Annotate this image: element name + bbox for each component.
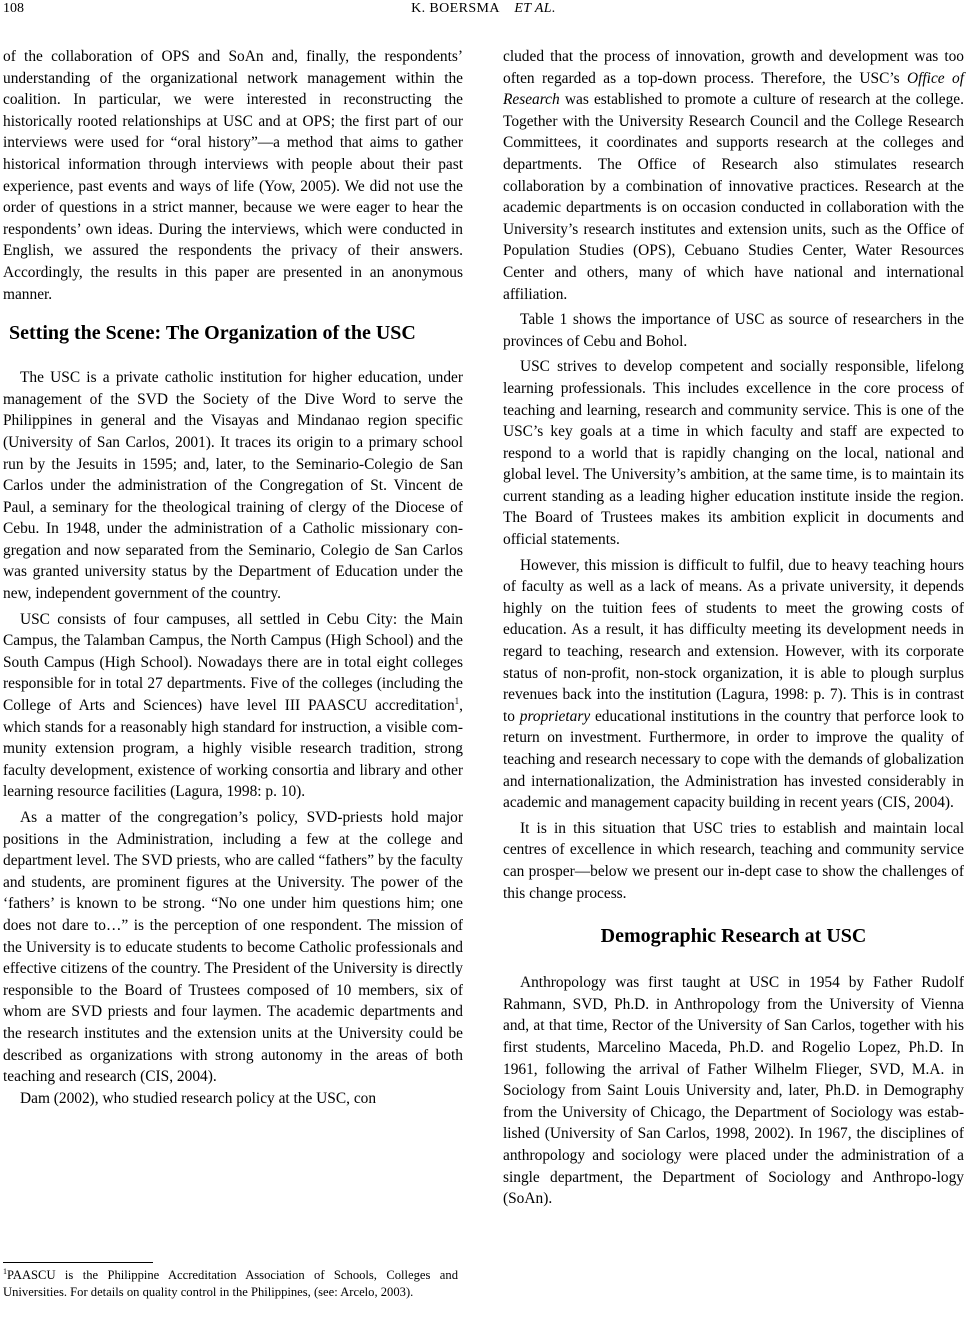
- left-column: [3, 46, 463, 1109]
- paragraph-congregation-policy: As a matter of the congregation’s policy, SVD-priests hold major positions in the Administration, including a few at the college and department level. The SVD priests, who are called “fathers” by the faculty and students, are prominent figures at the University. The power of the ‘fathers’ is known to be strong. “No one under him questions him; one does not dare to…” is the perception of one respondent. The mission of the University is to educate students to become Catholic professionals and effective citizens of the country. The President of the University is directly responsible to the Board of Trustees composed of 10 members, six of whom are SVD priests and four laymen. The academic departments and the research institutes and the extension units at the University could be described as organizations with strong autonomy in the areas of both teaching and research (CIS, 2004).: [3, 809, 463, 1086]
- running-head-authors: [0, 1, 967, 17]
- running-header: [0, 0, 967, 24]
- footnote-ref: 1: [454, 695, 460, 706]
- footnote-text: PAASCU is the Philippine Accreditation Association of Schools, Colleges and Universities. For details on quality control in the Philippines, (see: Arcelo, 2003).: [3, 1268, 458, 1299]
- text-run: cluded that the process of innovation, growth and development was too often regarded as a top-down process. Therefore, the USC’s: [503, 48, 964, 87]
- text-run: , which stands for a reasonably high standard for instruction, a visible community extension program, a highly visible research tradition, strong faculty development, existence of working consortia and library and other learning resource facilities (Lagura, 1998: p. 10).: [3, 697, 463, 801]
- right-column: [503, 46, 964, 1210]
- page-number: 108: [3, 1, 24, 16]
- footnote-divider: [3, 1262, 153, 1263]
- paragraph-table-1-reference: Table 1 shows the importance of USC as source of researchers in the provinces of Cebu and Bohol.: [503, 311, 964, 350]
- italic-term: Office of Research: [503, 69, 964, 109]
- paragraph-usc-campuses: [3, 609, 463, 803]
- paragraph-centres-of-excellence: It is in this situation that USC tries to establish and maintain local centres of excellence in which research, teaching and community service can prosper—below we present our in-dept case to show the challenges of this change process.: [503, 819, 964, 902]
- et-al: ET AL.: [514, 1, 556, 16]
- footnote-marker: 1: [3, 1266, 7, 1276]
- continued-paragraph: of the collaboration of OPS and SoAn and, finally, the respondents’ understanding of the organizational network management within the coalition. In particular, we were interested in reconstructing the historically rooted relationships at USC and at OPS; the first part of our interviews were used for “oral history”—a method that aims to gather historical information through interviews with people about their past experience, past events and ways of life (Yow, 2005). We did not use the order of questions in a strict manner, because we were eager to hear the respondents’ own ideas. During the interviews, which were conducted in English, we assured the respondents the privacy of their answers. Accordingly, the results in this paper are presented in an anonymous manner.: [3, 48, 463, 303]
- paragraph-usc-goals: USC strives to develop competent and socially responsible, lifelong learning professionals. This includes excellence in the core process of teaching and learning, research and community service. This is one of the USC’s key goals at a time in which faculty and staff are expected to respond to a world that is rapidly changing on the local, national and global level. The University’s ambition, at the same time, is to maintain its current standing as a leading higher education institute inside the region. The Board of Trustees makes its ambition explicit in documents and official statements.: [503, 358, 964, 549]
- text-run: However, this mission is difficult to fulfil, due to heavy teaching hours of faculty as well as a lack of means. As a private university, it depends highly on the tuition fees of students to meet the growing costs of education. As a result, it has difficulty meeting its development needs in regard to teaching, research and extension. However, with its corporate status of non-profit, non-stock organization, it is able to plough surplus revenues back into the institution (Lagura, 1998: p. 7). This is in contrast to: [503, 556, 964, 725]
- paragraph-anthropology-history: Anthropology was first taught at USC in 1954 by Father Rudolf Rahmann, SVD, Ph.D. in Anthropology from the University of Vienna and, at that time, Rector of the University of San Carlos, together with his first students, Marcelino Maceda, Ph.D. and Rogelio Lopez, Ph.D. In 1961, following the arrival of Father Wilhelm Flieger, SVD, M.A. in Sociology from Saint Louis University and, later, Ph.D. in Demography from the University of Chicago, the Department of Sociology was established (University of San Carlos, 1998, 2002). In 1967, the disciplines of anthropology and sociology were placed under the administration of a single department, the Department of Sociology and Anthropo-logy (SoAn).: [503, 974, 964, 1208]
- text-run: was established to promote a culture of research at the college. Together with the University Research Council and the College Research Committees, it coordinates and supports research at the colleges and departments. The Office of Research also stimulates research collaboration by a combination of innovative practices. Research at the academic departments is on occasion conducted in collaboration with the University’s research institutes and extension units, such as the Office of Population Studies (OPS), Cebuano Studies Center, Water Resources Center and others, many of which have national and international affiliation.: [503, 91, 964, 303]
- footnote: [3, 1267, 458, 1300]
- section-heading-setting-the-scene: Setting the Scene: The Organization of the USC: [9, 322, 416, 345]
- paragraph-dam-2002: Dam (2002), who studied research policy at the USC, con: [20, 1089, 377, 1107]
- text-run: USC consists of four campuses, all settled in Cebu City: the Main Campus, the Talamban Campus, the North Campus (High School) and the South Campus (High School). Nowadays there are in total eight colleges responsible for in total 27 departments. Five of the colleges (including the College of Arts and Sciences) have level III PAASCU accreditation: [3, 610, 463, 715]
- paragraph-mission-difficulty: [503, 555, 964, 814]
- author-name: K. BOERSMA: [411, 1, 500, 16]
- paragraph-usc-institution: The USC is a private catholic institution for higher education, under management of the SVD the Society of the Dive Word to serve the Philippines in general and the Visayas and Mindanao region specific (University of San Carlos, 2001). It traces its origin to a primary school run by the Jesuits in 1595; and, later, to the Seminario-Colegio de San Carlos under the administration of the Congregation of St. Vincent de Paul, a seminary for the theological training of clergy of the Diocese of Cebu. In 1948, under the administration of a Catholic missionary congregation and now separated from the Seminario, Colegio de San Carlos was granted university status by the Department of Education under the new, independent government of the country.: [3, 369, 463, 603]
- paragraph-office-of-research: [503, 46, 964, 305]
- italic-term: proprietary: [519, 707, 591, 725]
- text-run: educational institutions in the country that perforce look to return on investment. Furthermore, in order to improve the quality of teaching and research necessary to cope with the demands of globalization and internationalization, the Administration has invested considerably in academic and management capacity building in recent years (CIS, 2004).: [503, 707, 965, 812]
- section-heading-demographic-research: Demographic Research at USC: [600, 925, 867, 948]
